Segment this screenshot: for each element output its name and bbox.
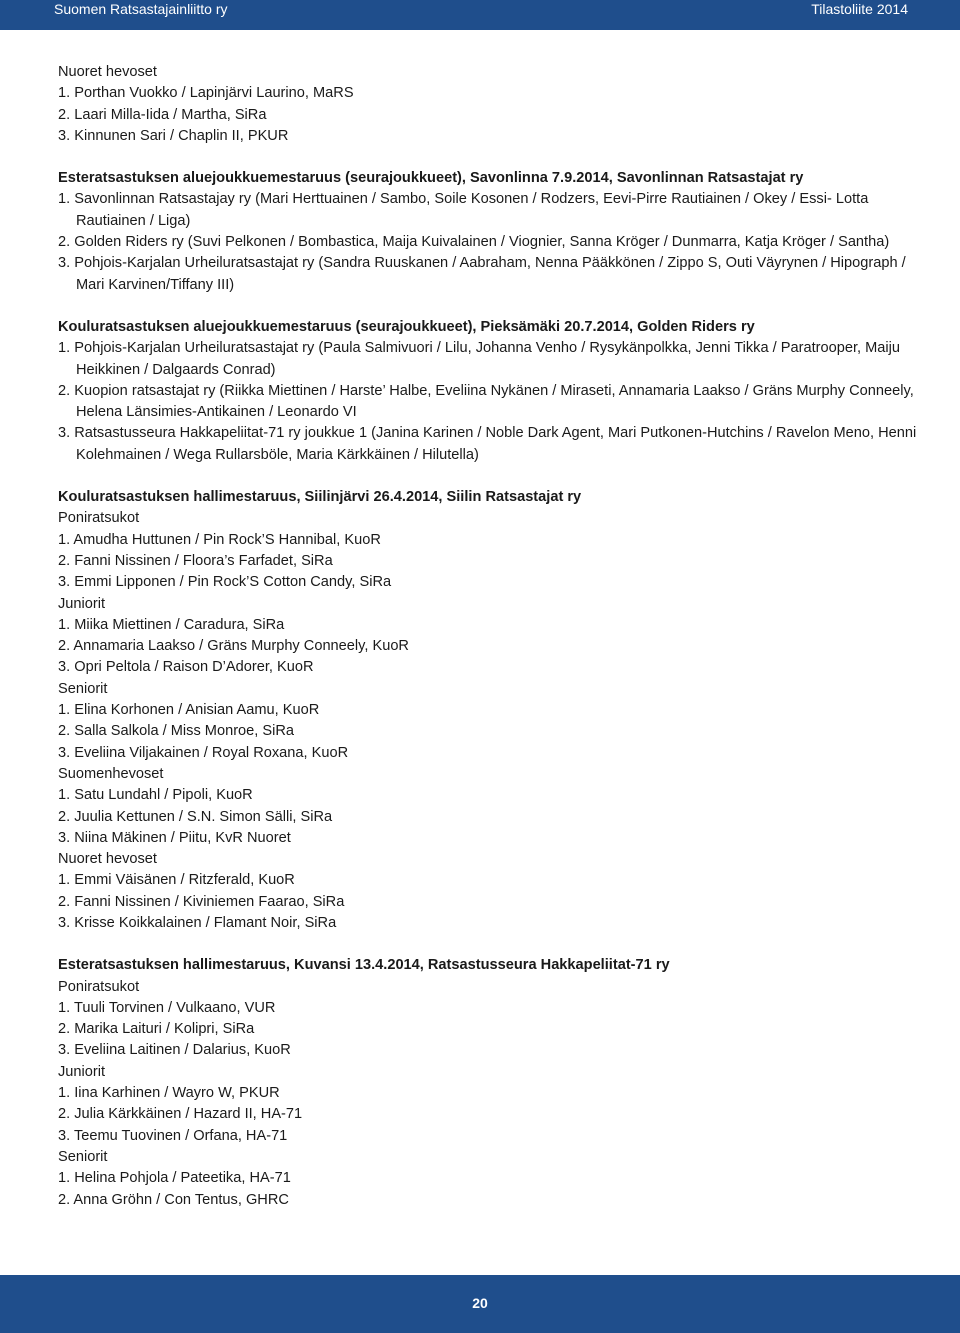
- header-document-title: Tilastoliite 2014: [811, 1, 908, 17]
- result-entry: 2. Marika Laituri / Kolipri, SiRa: [58, 1021, 255, 1038]
- result-entry: 3. Ratsastusseura Hakkapeliitat-71 ry joukkue 1 (Janina Karinen / Noble Dark Agent, Mari Putkonen-Hutchins / Ravelon Meno, Henni Kolehmainen / Wega Rullarsböle, Maria Kärkkäinen / Hilutella): [58, 425, 917, 463]
- section-heading: Esteratsastuksen hallimestaruus, Kuvansi 13.4.2014, Ratsastusseura Hakkapeliitat-71 ry: [58, 957, 670, 974]
- section-heading: Esteratsastuksen aluejoukkuemestaruus (seurajoukkueet), Savonlinna 7.9.2014, Savonlinnan Ratsastajat ry: [58, 170, 804, 187]
- result-entry: 2. Fanni Nissinen / Kiviniemen Faarao, SiRa: [58, 893, 345, 910]
- page-header: [0, 0, 960, 30]
- result-entry: 3. Eveliina Viljakainen / Royal Roxana, KuoR: [58, 744, 349, 761]
- result-entry: 1. Amudha Huttunen / Pin Rock’S Hannibal, KuoR: [58, 531, 381, 548]
- result-entry: 1. Savonlinnan Ratsastajay ry (Mari Herttuainen / Sambo, Soile Kosonen / Rodzers, Eevi-Pirre Rautiainen / Okey / Essi- Lotta Rautiainen / Liga): [58, 191, 869, 229]
- category-label: Suomenhevoset: [58, 765, 164, 782]
- result-entry: 2. Kuopion ratsastajat ry (Riikka Miettinen / Harste’ Halbe, Eveliina Nykänen / Miraseti, Annamaria Laakso / Gräns Murphy Conneely, Helena Länsimies-Antikainen / Leonardo VI: [58, 382, 914, 421]
- header-organization: Suomen Ratsastajainliitto ry: [54, 1, 228, 17]
- result-entry: 1. Pohjois-Karjalan Urheiluratsastajat ry (Paula Salmivuori / Lilu, Johanna Venho / Rysykänpolkka, Jenni Tikka / Paratrooper, Maiju Heikkinen / Dalgaards Conrad): [58, 340, 900, 378]
- results-section: [58, 62, 918, 147]
- result-entry: 1. Miika Miettinen / Caradura, SiRa: [58, 616, 285, 633]
- results-section: [58, 317, 918, 466]
- result-entry: 2. Annamaria Laakso / Gräns Murphy Conneely, KuoR: [58, 638, 409, 655]
- category-label: Poniratsukot: [58, 978, 140, 995]
- results-section: [58, 955, 918, 1211]
- result-entry: 2. Anna Gröhn / Con Tentus, GHRC: [58, 1191, 289, 1208]
- section-spacer: [58, 296, 918, 317]
- section-spacer: [58, 147, 918, 168]
- result-entry: 2. Juulia Kettunen / S.N. Simon Sälli, SiRa: [58, 808, 333, 825]
- category-label: Poniratsukot: [58, 510, 140, 527]
- result-entry: 2. Julia Kärkkäinen / Hazard II, HA-71: [58, 1106, 303, 1123]
- result-entry: 3. Krisse Koikkalainen / Flamant Noir, SiRa: [58, 914, 337, 931]
- result-entry: 3. Niina Mäkinen / Piitu, KvR Nuoret: [58, 829, 291, 846]
- section-heading: Kouluratsastuksen hallimestaruus, Siilinjärvi 26.4.2014, Siilin Ratsastajat ry: [58, 489, 582, 506]
- section-heading: Kouluratsastuksen aluejoukkuemestaruus (seurajoukkueet), Pieksämäki 20.7.2014, Golden Riders ry: [58, 318, 755, 335]
- category-label: Juniorit: [58, 1063, 106, 1080]
- result-entry: 1. Satu Lundahl / Pipoli, KuoR: [58, 787, 253, 804]
- result-entry: 2. Laari Milla-Iida / Martha, SiRa: [58, 106, 267, 123]
- result-entry: 3. Emmi Lipponen / Pin Rock’S Cotton Candy, SiRa: [58, 574, 392, 591]
- result-entry: 2. Fanni Nissinen / Floora’s Farfadet, SiRa: [58, 552, 333, 569]
- page-number: 20: [472, 1295, 488, 1311]
- results-section: [58, 168, 918, 296]
- page-footer: [0, 1275, 960, 1333]
- category-label: Nuoret hevoset: [58, 851, 157, 868]
- result-entry: 2. Golden Riders ry (Suvi Pelkonen / Bombastica, Maija Kuivalainen / Viognier, Sanna Kröger / Dunmarra, Katja Kröger / Santha): [58, 234, 890, 251]
- result-entry: 1. Emmi Väisänen / Ritzferald, KuoR: [58, 872, 295, 889]
- result-entry: 3. Kinnunen Sari / Chaplin II, PKUR: [58, 127, 289, 144]
- section-spacer: [58, 934, 918, 955]
- result-entry: 1. Helina Pohjola / Pateetika, HA-71: [58, 1170, 291, 1187]
- results-document: [58, 62, 918, 1211]
- result-entry: 1. Porthan Vuokko / Lapinjärvi Laurino, MaRS: [58, 85, 354, 102]
- result-entry: 3. Opri Peltola / Raison D’Adorer, KuoR: [58, 659, 314, 676]
- result-entry: 1. Tuuli Torvinen / Vulkaano, VUR: [58, 999, 276, 1016]
- result-entry: 1. Elina Korhonen / Anisian Aamu, KuoR: [58, 702, 320, 719]
- result-entry: 3. Pohjois-Karjalan Urheiluratsastajat ry (Sandra Ruuskanen / Aabraham, Nenna Pääkkönen / Zippo S, Outi Väyrynen / Hipograph / Mari Karvinen/Tiffany III): [58, 255, 906, 293]
- category-label: Seniorit: [58, 680, 108, 697]
- result-entry: 1. Iina Karhinen / Wayro W, PKUR: [58, 1085, 280, 1102]
- results-section: [58, 487, 918, 934]
- category-label: Juniorit: [58, 595, 106, 612]
- result-entry: 3. Teemu Tuovinen / Orfana, HA-71: [58, 1127, 288, 1144]
- section-spacer: [58, 466, 918, 487]
- result-entry: 3. Eveliina Laitinen / Dalarius, KuoR: [58, 1042, 291, 1059]
- category-label: Nuoret hevoset: [58, 64, 157, 80]
- result-entry: 2. Salla Salkola / Miss Monroe, SiRa: [58, 723, 295, 740]
- category-label: Seniorit: [58, 1148, 108, 1165]
